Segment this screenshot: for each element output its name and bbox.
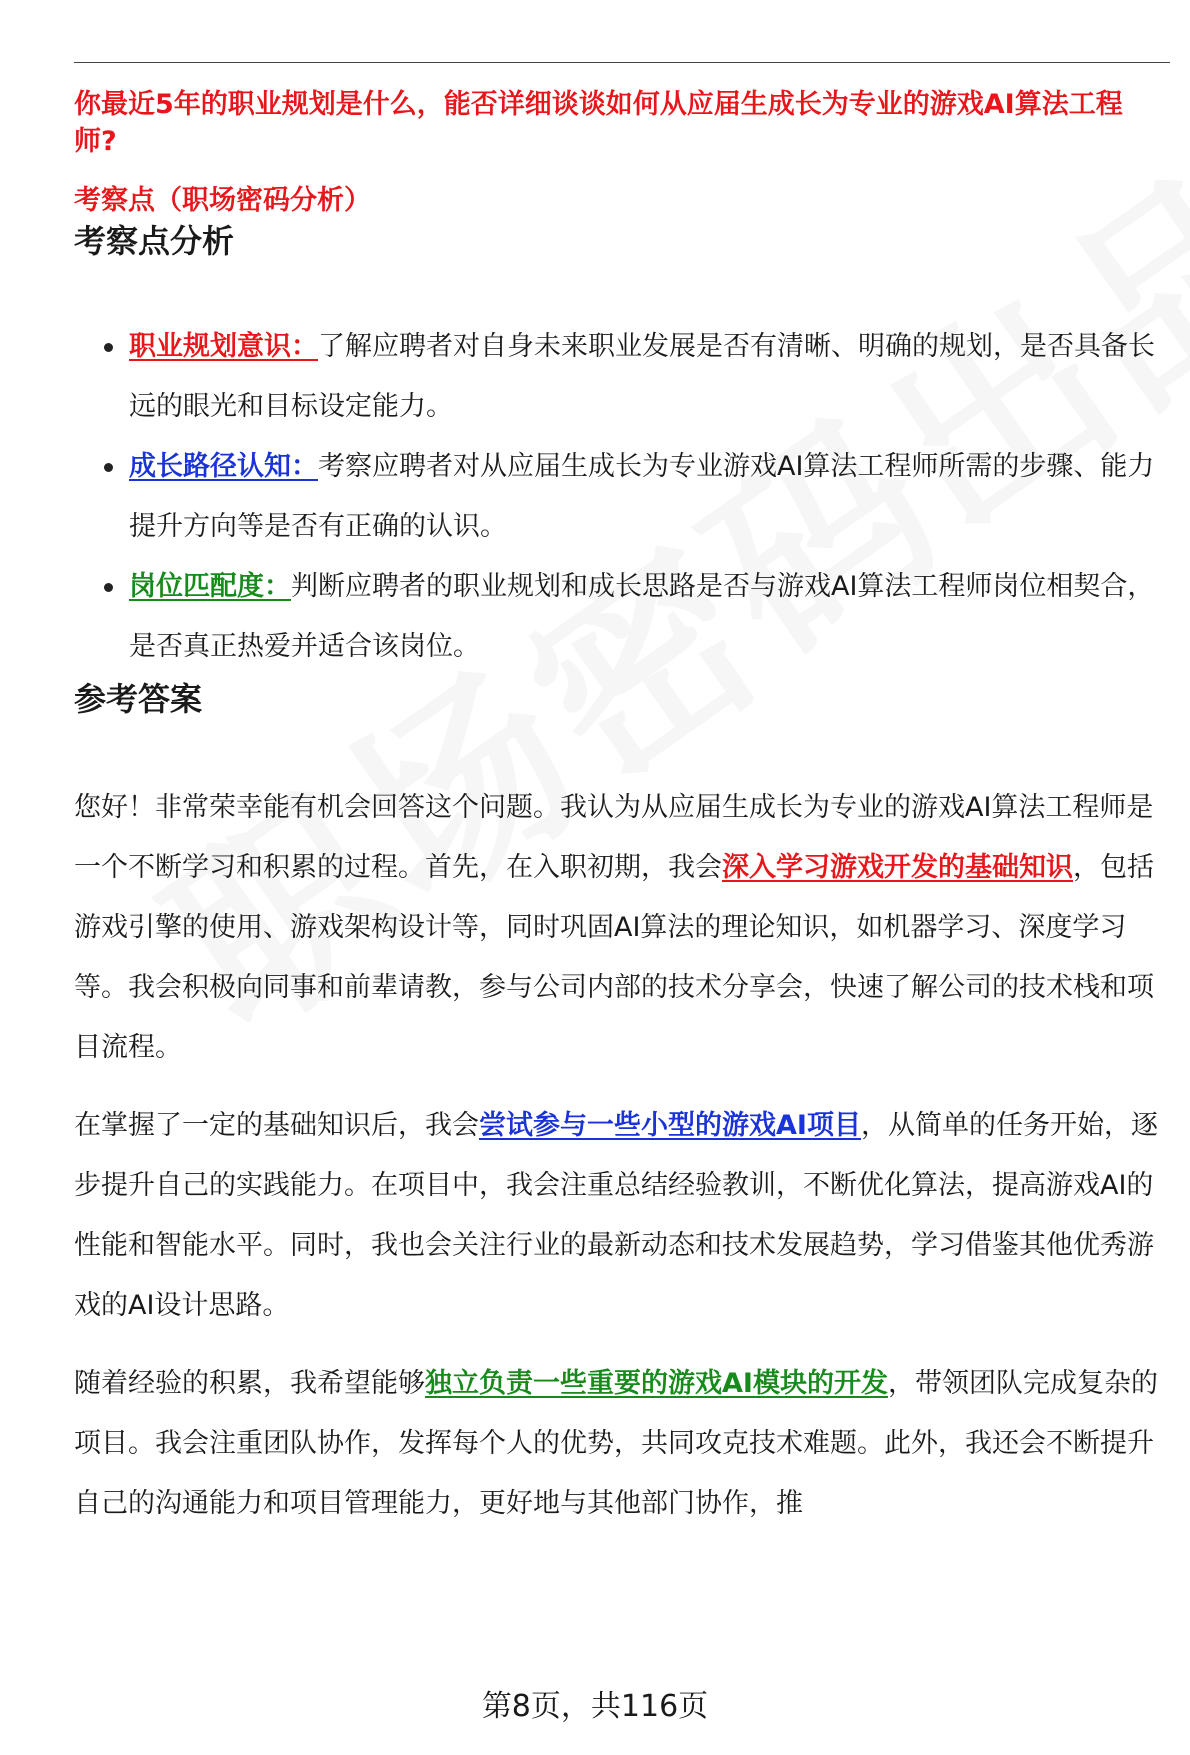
interview-question: 你最近5年的职业规划是什么，能否详细谈谈如何从应届生成长为专业的游戏AI算法工程师?: [74, 89, 1123, 157]
paragraph-text: 随着经验的积累，我希望能够: [74, 1368, 425, 1399]
answer-paragraph: [74, 1096, 1164, 1336]
bullet-item: [74, 557, 1164, 677]
paragraph-text: 您好！非常荣幸能有机会回答这个问题。我认为从应届生成长为专业的游戏AI算法工程师是一个不断学习和积累的过程。首先，在入职初期，我会: [74, 792, 1154, 883]
analysis-bullet-list: [74, 317, 1164, 677]
paragraph-highlight: 深入学习游戏开发的基础知识: [722, 852, 1073, 883]
paragraph-text: ，从简单的任务开始，逐步提升自己的实践能力。在项目中，我会注重总结经验教训，不断优化算法，提高游戏AI的性能和智能水平。同时，我也会关注行业的最新动态和技术发展趋势，学习借鉴其他优秀游戏的AI设计思路。: [74, 1110, 1158, 1321]
bullet-keyword: 职业规划意识：: [129, 331, 318, 362]
bullet-dot-icon: [104, 343, 113, 352]
bullet-keyword: 成长路径认知：: [129, 451, 318, 482]
paragraph-text: 在掌握了一定的基础知识后，我会: [74, 1110, 479, 1141]
top-divider: [74, 62, 1170, 63]
bullet-text: 了解应聘者对自身未来职业发展是否有清晰、明确的规划，是否具备长远的眼光和目标设定能力。: [129, 331, 1155, 422]
bullet-text: 考察应聘者对从应届生成长为专业游戏AI算法工程师所需的步骤、能力提升方向等是否有正确的认识。: [129, 451, 1155, 542]
bullet-item: [74, 317, 1164, 437]
answer-paragraph: [74, 778, 1164, 1078]
section-title-reference-answer: 参考答案: [74, 680, 203, 718]
paragraph-text: ，包括游戏引擎的使用、游戏架构设计等，同时巩固AI算法的理论知识，如机器学习、深度学习等。我会积极向同事和前辈请教，参与公司内部的技术分享会，快速了解公司的技术栈和项目流程。: [74, 852, 1154, 1063]
paragraph-text: ，带领团队完成复杂的项目。我会注重团队协作，发挥每个人的优势，共同攻克技术难题。此外，我还会不断提升自己的沟通能力和项目管理能力，更好地与其他部门协作，推: [74, 1368, 1158, 1519]
assessment-point-label: 考察点（职场密码分析）: [74, 185, 371, 216]
bullet-dot-icon: [104, 583, 113, 592]
bullet-text: 判断应聘者的职业规划和成长思路是否与游戏AI算法工程师岗位相契合，是否真正热爱并适合该岗位。: [129, 571, 1155, 662]
main-content: [74, 86, 1164, 1534]
page-number-footer: 第8页，共116页: [481, 1689, 709, 1724]
paragraph-highlight: 尝试参与一些小型的游戏AI项目: [479, 1110, 861, 1141]
bullet-item: [74, 437, 1164, 557]
bullet-dot-icon: [104, 463, 113, 472]
bullet-keyword: 岗位匹配度：: [129, 571, 291, 602]
section-title-analysis: 考察点分析: [74, 222, 235, 260]
answer-paragraph: [74, 1354, 1164, 1534]
paragraph-highlight: 独立负责一些重要的游戏AI模块的开发: [425, 1368, 888, 1399]
